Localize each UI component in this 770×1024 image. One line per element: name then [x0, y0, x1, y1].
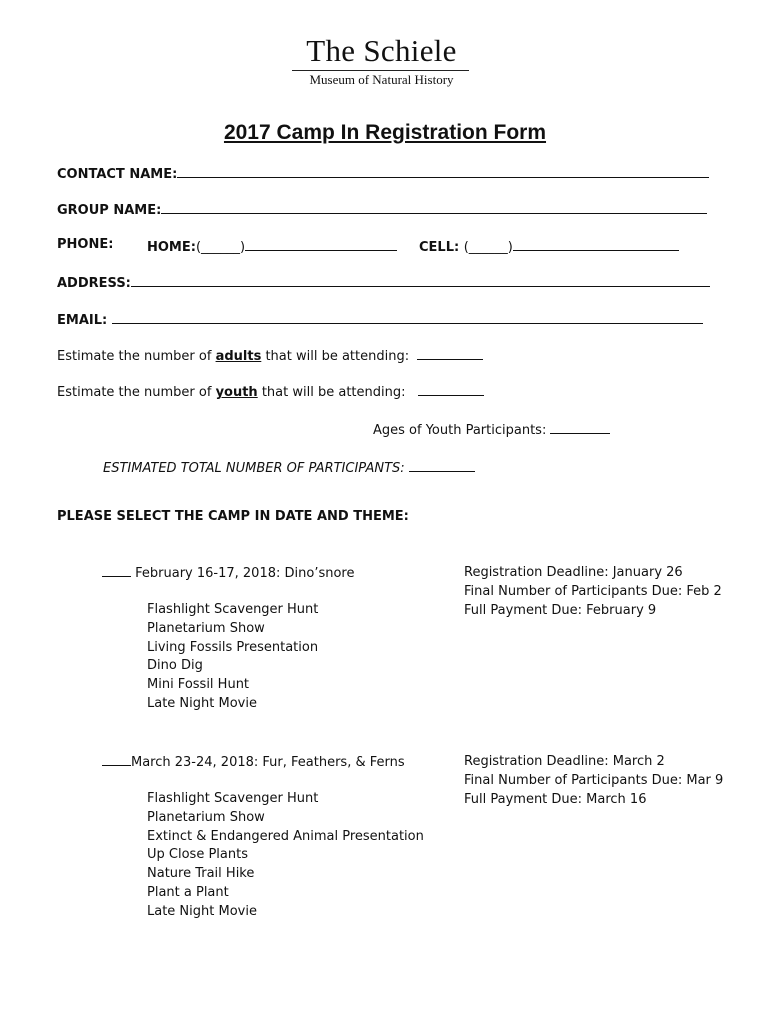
- youth-word: youth: [215, 385, 258, 400]
- email-field[interactable]: [112, 310, 703, 324]
- form-title: 2017 Camp In Registration Form: [223, 121, 547, 144]
- activity-item: Flashlight Scavenger Hunt: [147, 791, 319, 806]
- logo-divider: [292, 70, 469, 71]
- activity-item: Planetarium Show: [147, 809, 265, 825]
- adults-suffix: that will be attending:: [261, 349, 410, 364]
- youth-suffix: that will be attending:: [257, 385, 406, 400]
- registration-deadline: Registration Deadline: January 26: [464, 565, 683, 580]
- activity-item: Up Close Plants: [147, 847, 248, 863]
- home-phone-field[interactable]: [245, 237, 397, 251]
- camp-activities-february: [147, 601, 318, 714]
- camp-title-march: March 23-24, 2018: Fur, Feathers, & Ferns: [131, 755, 405, 770]
- museum-logo-title: The Schiele: [306, 33, 457, 68]
- phone-label: PHONE:: [57, 237, 114, 252]
- camp-select-field-february[interactable]: [102, 563, 131, 577]
- adults-word: adults: [215, 349, 262, 364]
- home-phone-row: [147, 237, 397, 255]
- cell-area-code-field[interactable]: (______): [463, 240, 513, 255]
- participants-due: Final Number of Participants Due: Feb 2: [464, 584, 722, 599]
- cell-phone-label: CELL:: [419, 240, 460, 255]
- adults-prefix: Estimate the number of: [57, 349, 216, 364]
- ages-row: [373, 420, 610, 438]
- camp-deadlines-february: [464, 563, 722, 620]
- camp-option-march: [102, 752, 405, 770]
- registration-deadline: Registration Deadline: March 2: [464, 754, 665, 769]
- activity-item: Late Night Movie: [147, 903, 257, 919]
- ages-field[interactable]: [550, 420, 610, 434]
- camp-deadlines-march: [464, 752, 723, 809]
- museum-logo-subtitle: Museum of Natural History: [309, 72, 454, 87]
- contact-name-label: CONTACT NAME:: [57, 167, 178, 182]
- youth-estimate-row: [57, 382, 484, 400]
- activity-item: Flashlight Scavenger Hunt: [147, 602, 319, 617]
- adults-count-field[interactable]: [417, 346, 483, 360]
- email-label: EMAIL:: [57, 313, 108, 328]
- activity-item: Planetarium Show: [147, 620, 265, 636]
- address-field[interactable]: [131, 273, 710, 287]
- activity-item: Late Night Movie: [147, 695, 257, 711]
- payment-due: Full Payment Due: March 16: [464, 792, 647, 807]
- camp-option-february: [102, 563, 354, 581]
- contact-name-row: [57, 164, 709, 182]
- youth-count-field[interactable]: [418, 382, 484, 396]
- total-participants-label: ESTIMATED TOTAL NUMBER OF PARTICIPANTS:: [103, 461, 405, 476]
- cell-phone-field[interactable]: [513, 237, 679, 251]
- address-label: ADDRESS:: [57, 276, 131, 291]
- group-name-row: [57, 200, 707, 218]
- total-participants-field[interactable]: [409, 458, 475, 472]
- group-name-label: GROUP NAME:: [57, 203, 162, 218]
- activity-item: Living Fossils Presentation: [147, 639, 319, 655]
- home-phone-label: HOME:: [147, 240, 196, 255]
- participants-due: Final Number of Participants Due: Mar 9: [464, 773, 724, 788]
- camp-activities-march: [147, 790, 424, 922]
- activity-item: Mini Fossil Hunt: [147, 677, 250, 693]
- activity-item: Plant a Plant: [147, 884, 229, 900]
- youth-prefix: Estimate the number of: [57, 385, 216, 400]
- address-row: [57, 273, 710, 291]
- select-camp-heading: PLEASE SELECT THE CAMP IN DATE AND THEME:: [57, 509, 409, 524]
- adults-estimate-row: [57, 346, 483, 364]
- home-area-code-field[interactable]: (______): [195, 240, 246, 255]
- cell-phone-row: [419, 237, 679, 255]
- ages-label: Ages of Youth Participants:: [373, 423, 547, 438]
- activity-item: Extinct & Endangered Animal Presentation: [147, 828, 424, 844]
- contact-name-field[interactable]: [177, 164, 709, 178]
- activity-item: Nature Trail Hike: [147, 866, 255, 882]
- group-name-field[interactable]: [161, 200, 707, 214]
- total-participants-row: [103, 458, 475, 476]
- camp-title-february: February 16-17, 2018: Dino’snore: [131, 566, 355, 581]
- email-row: [57, 310, 703, 328]
- payment-due: Full Payment Due: February 9: [464, 603, 657, 618]
- camp-select-field-march[interactable]: [102, 752, 131, 766]
- activity-item: Dino Dig: [147, 658, 203, 674]
